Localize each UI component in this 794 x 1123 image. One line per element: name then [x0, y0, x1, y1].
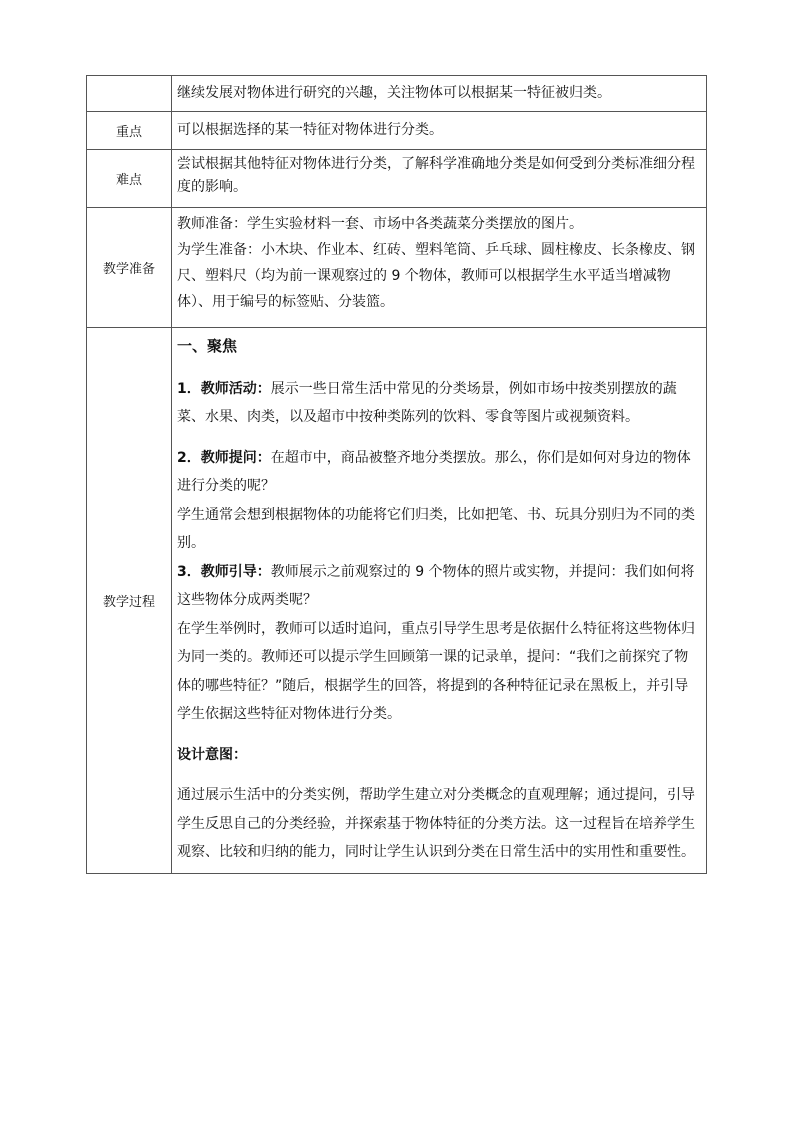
step3-lead: 3．教师引导： — [177, 563, 271, 580]
difficulty-row — [87, 150, 707, 208]
prep-teacher: 教师准备：学生实验材料一套、市场中各类蔬菜分类摆放的图片。 — [177, 216, 583, 232]
design-intent-label: 设计意图： — [177, 746, 247, 763]
step3-followup: 在学生举例时，教师可以适时追问，重点引导学生思考是依据什么特征将这些物体归为同一类的。教师还可以提示学生回顾第一课的记录单，提问：“我们之前探究了物体的哪些特征？”随后，根据学生的回答，将提到的各种特征记录在黑板上，并引导学生依据这些特征对物体进行分类。 — [177, 620, 695, 722]
key-point-text: 可以根据选择的某一特征对物体进行分类。 — [172, 112, 707, 150]
process-cell — [172, 328, 707, 874]
goal-text: 继续发展对物体进行研究的兴趣，关注物体可以根据某一特征被归类。 — [172, 76, 707, 112]
process-row — [87, 328, 707, 874]
step3-text: 教师展示之前观察过的 9 个物体的照片或实物，并提问：我们如何将这些物体分成两类呢？ — [177, 563, 695, 608]
lesson-plan-table — [86, 75, 707, 874]
difficulty-label: 难点 — [87, 150, 172, 208]
step2-text: 在超市中，商品被整齐地分类摆放。那么，你们是如何对身边的物体进行分类的呢？ — [177, 449, 691, 494]
difficulty-text: 尝试根据其他特征对物体进行分类，了解科学准确地分类是如何受到分类标准细分程度的影响。 — [172, 150, 707, 208]
step1-lead: 1．教师活动： — [177, 380, 271, 397]
key-point-row — [87, 112, 707, 150]
goal-row — [87, 76, 707, 112]
step2-lead: 2．教师提问： — [177, 449, 271, 466]
prep-students: 为学生准备：小木块、作业本、红砖、塑料笔筒、乒乓球、圆柱橡皮、长条橡皮、钢尺、塑料尺（均为前一课观察过的 9 个物体，教师可以根据学生水平适当增减物体）、用于编号的标签贴、分装篮。 — [177, 242, 695, 310]
process-label: 教学过程 — [87, 328, 172, 874]
section-title: 一、聚焦 — [177, 337, 238, 355]
step2-followup: 学生通常会想到根据物体的功能将它们归类，比如把笔、书、玩具分别归为不同的类别。 — [177, 506, 695, 551]
step1 — [177, 375, 701, 432]
key-point-label: 重点 — [87, 112, 172, 150]
step3 — [177, 558, 701, 615]
goal-label-cell — [87, 76, 172, 112]
prep-label: 教学准备 — [87, 208, 172, 328]
step1-text: 展示一些日常生活中常见的分类场景，例如市场中按类别摆放的蔬菜、水果、肉类，以及超市中按种类陈列的饮料、零食等图片或视频资料。 — [177, 380, 677, 425]
prep-cell — [172, 208, 707, 328]
step2 — [177, 444, 701, 501]
prep-row — [87, 208, 707, 328]
design-intent-text: 通过展示生活中的分类实例，帮助学生建立对分类概念的直观理解；通过提问，引导学生反思自己的分类经验，并探索基于物体特征的分类方法。这一过程旨在培养学生观察、比较和归纳的能力，同时让学生认识到分类在日常生活中的实用性和重要性。 — [177, 787, 695, 860]
